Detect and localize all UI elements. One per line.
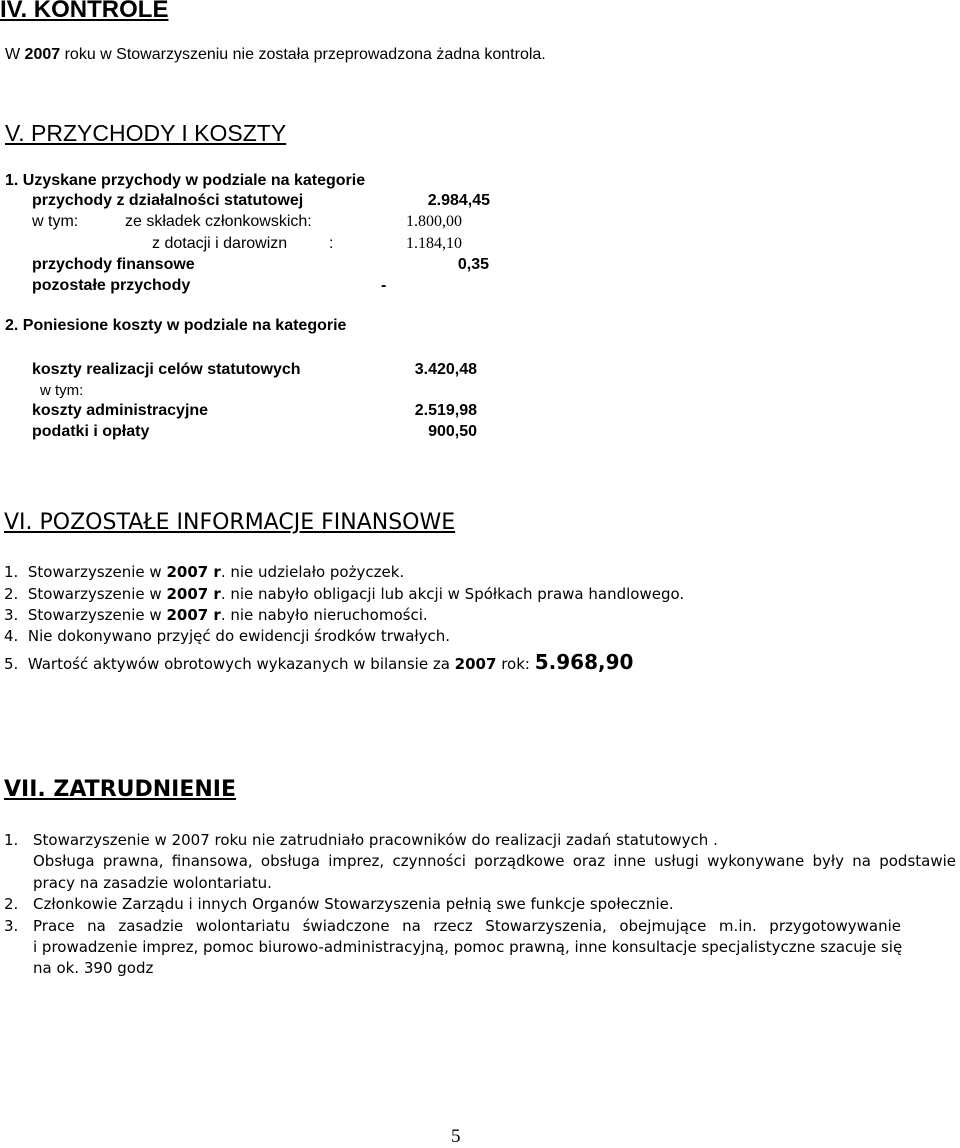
finance-item-4-text: Nie dokonywano przyjęć do ewidencji środków trwałych. <box>27 627 451 645</box>
section-5-heading: V. PRZYCHODY I KOSZTY <box>5 120 287 146</box>
income-statutory-value: 2.984,45 <box>427 192 490 209</box>
employment-item-3-line-1: Prace na zasadzie wolontariatu świadczone na rzecz Stowarzyszenia, obejmujące m.in. przygotowywanie <box>33 917 901 935</box>
income-grants-label: z dotacji i darowizn <box>152 235 288 252</box>
finance-item-1-pre: Stowarzyszenie w <box>27 563 167 581</box>
costs-title: 2. Poniesione koszty w podziale na kategorie <box>5 317 347 334</box>
page-number: 5 <box>451 1126 461 1147</box>
finance-item-5-pre: Wartość aktywów obrotowych wykazanych w bilansie za <box>27 655 455 673</box>
section-6-heading: VI. POZOSTAŁE INFORMACJE FINANSOWE <box>4 510 456 535</box>
costs-statutory-value: 3.420,48 <box>414 361 477 378</box>
section-4-heading: IV. KONTROLE <box>0 0 169 23</box>
finance-item-2-num: 2. <box>4 585 19 603</box>
finance-item-5-num: 5. <box>4 655 19 673</box>
finance-item-1 <box>4 563 404 581</box>
employment-item-3-line-3: na ok. 390 godz <box>33 959 154 977</box>
finance-item-2-post: . nie nabyło obligacji lub akcji w Spółkach prawa handlowego. <box>220 585 685 603</box>
finance-item-3-post: . nie nabyło nieruchomości. <box>220 606 428 624</box>
costs-admin-label: koszty administracyjne <box>32 402 209 419</box>
income-other-value: - <box>381 277 387 294</box>
employment-item-2-num: 2. <box>4 895 19 913</box>
employment-item-1-num: 1. <box>4 831 19 849</box>
employment-item-1-line-2: Obsługa prawna, finansowa, obsługa imprez, czynności porządkowe oraz inne usługi wykonywane były na podstawie <box>33 852 956 870</box>
income-title: 1. Uzyskane przychody w podziale na kategorie <box>5 172 366 189</box>
income-statutory-label: przychody z działalności statutowej <box>32 192 304 209</box>
section-4-text-pre: W <box>5 46 25 63</box>
finance-item-5-amount: 5.968,90 <box>534 650 634 674</box>
income-financial-value: 0,35 <box>457 256 489 273</box>
finance-item-5 <box>4 650 633 674</box>
income-in-which: w tym: <box>32 213 79 230</box>
employment-item-1-line-1: Stowarzyszenie w 2007 roku nie zatrudniało pracowników do realizacji zadań statutowych . <box>33 831 718 849</box>
income-dues-label: ze składek członkowskich: <box>125 213 312 230</box>
section-7-heading: VII. ZATRUDNIENIE <box>4 777 237 802</box>
income-grants-value: 1.184,10 <box>406 235 462 252</box>
finance-item-2 <box>4 585 684 603</box>
finance-item-4-num: 4. <box>4 627 19 645</box>
income-grants-colon: : <box>329 235 334 252</box>
costs-statutory-label: koszty realizacji celów statutowych <box>32 361 301 378</box>
finance-item-1-num: 1. <box>4 563 19 581</box>
finance-item-2-pre: Stowarzyszenie w <box>27 585 167 603</box>
costs-admin-value: 2.519,98 <box>414 402 477 419</box>
section-4-text <box>5 46 546 64</box>
finance-item-3 <box>4 606 428 624</box>
finance-item-2-year: 2007 r <box>166 585 221 603</box>
income-financial-label: przychody finansowe <box>32 256 195 273</box>
finance-item-1-year: 2007 r <box>166 563 221 581</box>
finance-item-1-post: . nie udzielało pożyczek. <box>220 563 405 581</box>
finance-item-3-num: 3. <box>4 606 19 624</box>
income-other-label: pozostałe przychody <box>32 277 191 294</box>
costs-tax-label: podatki i opłaty <box>32 423 150 440</box>
finance-item-5-year: 2007 <box>454 655 497 673</box>
employment-item-2-text: Członkowie Zarządu i innych Organów Stowarzyszenia pełnią swe funkcje społecznie. <box>33 895 674 913</box>
section-4-year: 2007 <box>24 46 61 63</box>
finance-item-5-post: rok: <box>496 655 535 673</box>
section-4-text-post: roku w Stowarzyszeniu nie została przeprowadzona żadna kontrola. <box>60 46 546 63</box>
costs-tax-value: 900,50 <box>428 423 477 440</box>
costs-in-which: w tym: <box>40 382 84 399</box>
employment-item-3-line-2: i prowadzenie imprez, pomoc biurowo-administracyjną, pomoc prawną, inne konsultacje specjalistyczne szacuje się <box>33 938 903 956</box>
finance-item-3-year: 2007 r <box>166 606 221 624</box>
finance-item-4 <box>4 627 450 645</box>
employment-item-3-num: 3. <box>4 917 19 935</box>
employment-item-1-line-3: pracy na zasadzie wolontariatu. <box>33 874 272 892</box>
finance-item-3-pre: Stowarzyszenie w <box>27 606 167 624</box>
income-dues-value: 1.800,00 <box>406 213 462 230</box>
